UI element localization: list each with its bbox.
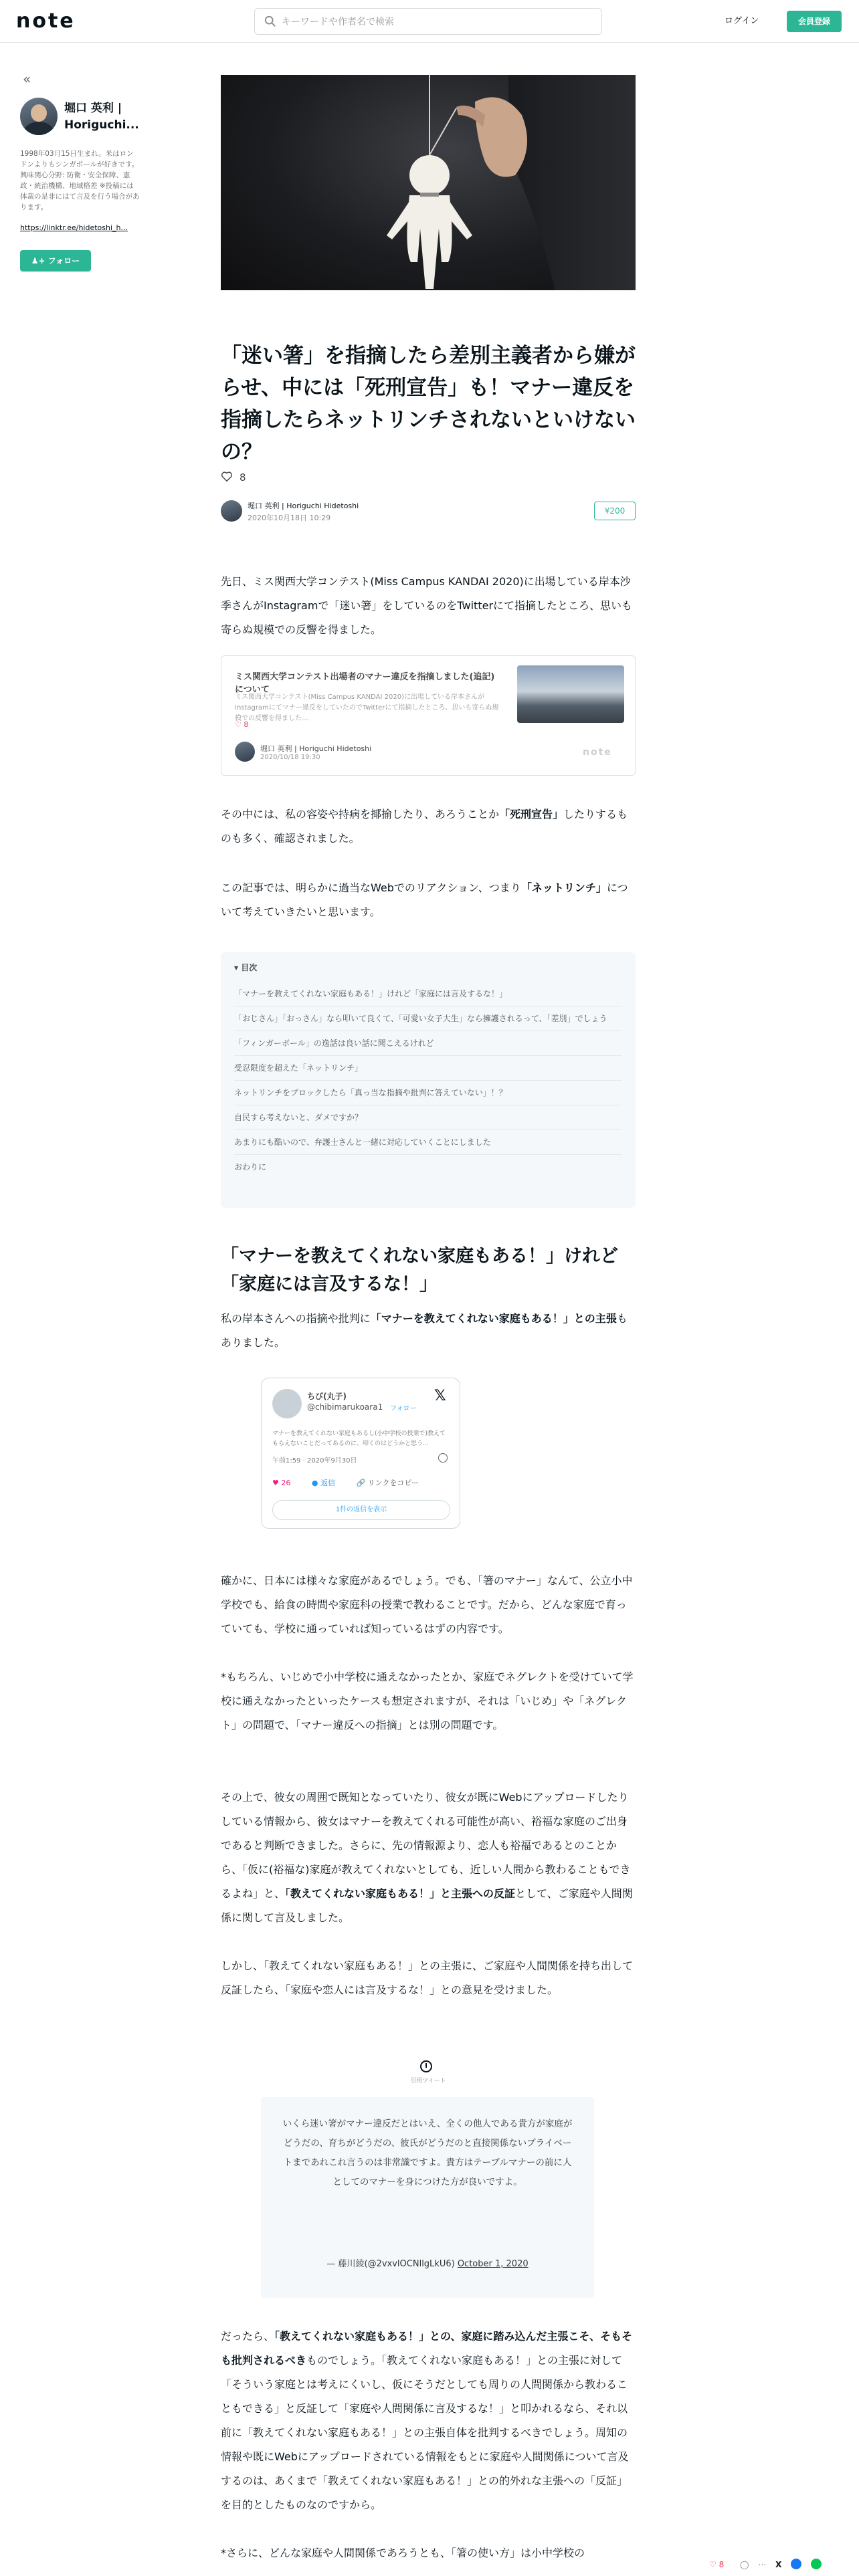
toc-item[interactable]: 自民すら考えないと、ダメですか？ <box>234 1105 622 1130</box>
toc-toggle[interactable] <box>234 962 257 973</box>
p2-text-end: したりするものも多く、確認されました。 <box>221 808 628 845</box>
quote-info-icon <box>420 2060 432 2072</box>
like-count: 8 <box>240 471 246 484</box>
quote-date-link[interactable]: October 1, 2020 <box>457 2259 529 2269</box>
search-box[interactable] <box>254 8 602 35</box>
paragraph-3 <box>221 876 636 924</box>
p4-text-end: もありました。 <box>221 1312 628 1349</box>
toc-item[interactable]: あまりにも酷いので、弁護士さんと一緒に対応していくことにしました <box>234 1130 622 1155</box>
price-badge[interactable]: ¥200 <box>594 502 636 520</box>
quote-label: 引用ツイート <box>410 2078 446 2084</box>
hanging-figure-illustration <box>221 75 636 290</box>
tweet-follow-link[interactable]: フォロー <box>390 1405 417 1412</box>
tweet-avatar <box>272 1389 302 1418</box>
quote-text: いくら迷い箸がマナー違反だとはいえ、全くの他人である貴方が家庭がどうだの、育ちがどうだの、彼氏がどうだのと直接関係ないプライベートまであれこれ言うのは非常識ですよ。貴方はテーブルマナーの前に人としてのマナーを身につけた方が良いですよ。 <box>282 2119 573 2187</box>
author-avatar[interactable] <box>20 98 58 135</box>
author-bio: 1998年03月15日生まれ。米はロンドンよりもシンガポールが好きです。興味関心分野: 防衛・安全保障、憲政・統治機構、地域格差 ※投稿には体裁の是非にはて言及を行う場合があります。 <box>20 150 140 211</box>
tweet-reply-label: 返信 <box>320 1479 335 1487</box>
byline-date: 2020年10月18日 10:29 <box>248 514 331 522</box>
author-link[interactable]: https://linktr.ee/hidetoshi_h... <box>20 223 128 232</box>
tweet-handle: @chibimarukoara1 <box>307 1402 383 1412</box>
toc-item[interactable]: 「フィンガーボール」の逸話は良い話に聞こえるけれど <box>234 1031 622 1056</box>
p9-text: だったら、 <box>221 2330 275 2343</box>
embed-thumbnail <box>517 665 624 723</box>
share-icon[interactable]: ⋯ <box>758 2560 767 2569</box>
quote-author: — 藤川綾(@2vxvlOCNllgLkU6) <box>326 2259 455 2269</box>
embed-note-logo: note <box>583 747 612 758</box>
p7-text: その上で、彼女の周囲で既知となっていたり、彼女が既にWebにアップロードしたりしている情報から、彼女はマナーを教えてくれる可能性が高い、裕福な家庭のご出身であると判断できました。さらに、先の情報源より、恋人も裕福であるとのことから、「仮に(裕福な)家庭が教えてくれないとしても、近しい人間から教わることもできるよね」と、 <box>221 1791 631 1900</box>
embed-like-count: 8 <box>244 720 249 729</box>
p2-bold: 「死刑宣告」 <box>499 808 564 821</box>
paragraph-4 <box>221 1307 636 1355</box>
follow-label: フォロー <box>47 256 80 265</box>
float-like-count: 8 <box>719 2560 725 2569</box>
caret-down-icon: ▾ <box>234 963 242 972</box>
info-icon[interactable] <box>438 1453 448 1463</box>
embedded-tweet[interactable] <box>261 1378 460 1529</box>
embed-description: ミス関西大学コンテスト(Miss Campus KANDAI 2020)に出場している岸本さんがInstagramにてマナー違反をしていたのでTwitterにて指摘したところ、思いも寄らぬ規模での反響を得ました… <box>235 693 499 722</box>
search-input[interactable] <box>282 14 589 30</box>
toc-item[interactable]: ネットリンチをブロックしたら「真っ当な指摘や批判に答えていない」！？ <box>234 1081 622 1105</box>
author-name[interactable]: 堀口 英利 | Horiguchi... <box>64 102 139 132</box>
note-logo[interactable]: note <box>16 9 76 33</box>
heart-icon: ♡ <box>235 720 244 729</box>
p3-bold: 「ネットリンチ」 <box>520 881 607 894</box>
quoted-tweet <box>261 2097 594 2298</box>
toc-item[interactable]: 「おじさん」「おっさん」なら叩いて良くて、「可愛い女子大生」なら擁護されるって、「差別」でしょう <box>234 1006 622 1031</box>
p3-text: この記事では、明らかに過当なWebでのリアクション、つまり <box>221 881 521 894</box>
tweet-copy-label: リンクをコピー <box>367 1479 419 1487</box>
embed-avatar <box>235 742 255 762</box>
tweet-copy-link-button[interactable]: 🔗 リンクをコピー <box>356 1479 419 1487</box>
tweet-time: 午前1:59 · 2020年9月30日 <box>272 1457 357 1465</box>
user-plus-icon: ♟+ <box>31 256 48 265</box>
embed-like <box>235 720 248 729</box>
quote-cite <box>281 2256 574 2269</box>
hero-image <box>221 75 636 290</box>
site-header <box>0 0 859 43</box>
search-icon <box>264 15 276 27</box>
facebook-share-icon[interactable] <box>791 2559 801 2569</box>
heart-icon[interactable]: ♡ 8 <box>709 2560 725 2569</box>
tweet-show-replies-button[interactable]: 1件の返信を表示 <box>272 1500 450 1520</box>
p4-text: 私の岸本さんへの指摘や批判に <box>221 1312 371 1325</box>
tweet-text: マナーを教えてくれない家庭もあるし(小中学校の授業で)教えてもらえないことだってあるのに、叩くのはどうかと思う… <box>272 1430 446 1447</box>
floating-action-bar <box>709 2559 828 2569</box>
paragraph-5: 確かに、日本には様々な家庭があるでしょう。でも、「箸のマナー」なんて、公立小中学校でも、給食の時間や家庭科の授業で教わることです。だから、どんな家庭で育っていても、学校に通っていれば知っているはずの内容です。 <box>221 1574 633 1635</box>
byline-author[interactable]: 堀口 英利 | Horiguchi Hidetoshi <box>248 502 359 510</box>
article-title: 「迷い箸」を指摘したら差別主義者から嫌がらせ、中には「死刑宣告」も！マナー違反を指摘したらネットリンチされないといけないの？ <box>221 344 636 464</box>
byline-avatar[interactable] <box>221 500 242 522</box>
x-share-icon[interactable]: X <box>775 2560 782 2569</box>
p2-text: その中には、私の容姿や持病を揶揄したり、あろうことか <box>221 808 500 821</box>
toc-list <box>234 982 622 1179</box>
embed-date: 2020/10/18 19:30 <box>260 754 320 761</box>
tweet-like-button[interactable]: ♥ 26 <box>272 1479 291 1487</box>
table-of-contents <box>221 952 636 1208</box>
line-share-icon[interactable] <box>811 2559 822 2569</box>
paragraph-2 <box>221 802 636 851</box>
p9-bold: 「教えてくれない家庭もある！」との、家庭に踏み込んだ主張こそ、そもそも批判されるべき <box>221 2330 633 2367</box>
paragraph-10: *さらに、どんな家庭や人間関係であろうとも、「箸の使い方」は小中学校の <box>221 2547 585 2559</box>
comment-icon[interactable]: ◯ <box>740 2560 749 2569</box>
tweet-name: ちび(丸子) <box>307 1392 347 1401</box>
tweet-reply-button[interactable]: ● 返信 <box>311 1479 335 1487</box>
p4-bold: 「マナーを教えてくれない家庭もある！」との主張 <box>370 1312 617 1325</box>
signup-button[interactable]: 会員登録 <box>787 11 842 32</box>
embedded-note-card[interactable] <box>221 655 636 776</box>
login-link[interactable]: ログイン <box>725 16 759 26</box>
x-logo-icon: 𝕏 <box>434 1388 446 1404</box>
paragraph-7 <box>221 1786 636 1930</box>
like-row[interactable] <box>221 471 246 484</box>
toc-item[interactable]: おわりに <box>234 1162 267 1172</box>
toc-heading: 目次 <box>241 963 258 972</box>
p7-bold: 「教えてくれない家庭もある！」と主張への反証 <box>285 1887 516 1900</box>
follow-button[interactable] <box>20 250 91 272</box>
p3-text-end: について考えていきたいと思います。 <box>221 881 628 918</box>
paragraph-6: *もちろん、いじめで小中学校に通えなかったとか、家庭でネグレクトを受けていて学校に通えなかったといったケースも想定されますが、それは「いじめ」や「ネグレクト」の問題で、「マナー違反への指摘」とは別の問題です。 <box>221 1671 634 1731</box>
paragraph-8: しかし、「教えてくれない家庭もある！」との主張に、ご家庭や人間関係を持ち出して反証したら、「家庭や恋人には言及するな！」との意見を受けました。 <box>221 1959 634 1996</box>
section-heading: 「マナーを教えてくれない家庭もある！」けれど「家庭には言及するな！」 <box>221 1246 618 1295</box>
tweet-actions <box>272 1477 438 1488</box>
toc-item[interactable]: 「マナーを教えてくれない家庭もある！」けれど「家庭には言及するな！」 <box>234 982 622 1006</box>
toc-item[interactable]: 受忍限度を超えた「ネットリンチ」 <box>234 1056 622 1081</box>
paragraph-intro: 先日、ミス関西大学コンテスト(Miss Campus KANDAI 2020)に出場している岸本沙季さんがInstagramで「迷い箸」をしているのをTwitterにて指摘したところ、思いも寄らぬ規模での反響を得ました。 <box>221 575 633 636</box>
p9-text-end: ものでしょう。「教えてくれない家庭もある！」との主張に対して「そういう家庭とは考えにくいし、仮にそうだとしても周りの人間関係から教わることもできる」と反証して「家庭や人間関係に言及するな！」と叩かれるなら、それ以前に「教えてくれない家庭もある！」との主張自体を批判するべきでしょう。周知の情報や既にWebにアップロードされている情報をもとに家庭や人間関係について言及するのは、あくまで「教えてくれない家庭もある！」との的外れな主張への「反証」を目的としたものなのですから。 <box>221 2354 629 2511</box>
embed-title: ミス関西大学コンテスト出場者のマナー違反を指摘しました(追記)について <box>235 672 495 695</box>
collapse-sidebar-icon[interactable]: « <box>23 71 31 87</box>
paragraph-9 <box>221 2325 636 2517</box>
tweet-like-count: 26 <box>281 1479 291 1487</box>
heart-icon[interactable] <box>221 471 233 483</box>
p7-text-end: として、ご家庭や人間関係に関して言及しました。 <box>221 1887 633 1924</box>
embed-author: 堀口 英利 | Horiguchi Hidetoshi <box>260 744 372 753</box>
